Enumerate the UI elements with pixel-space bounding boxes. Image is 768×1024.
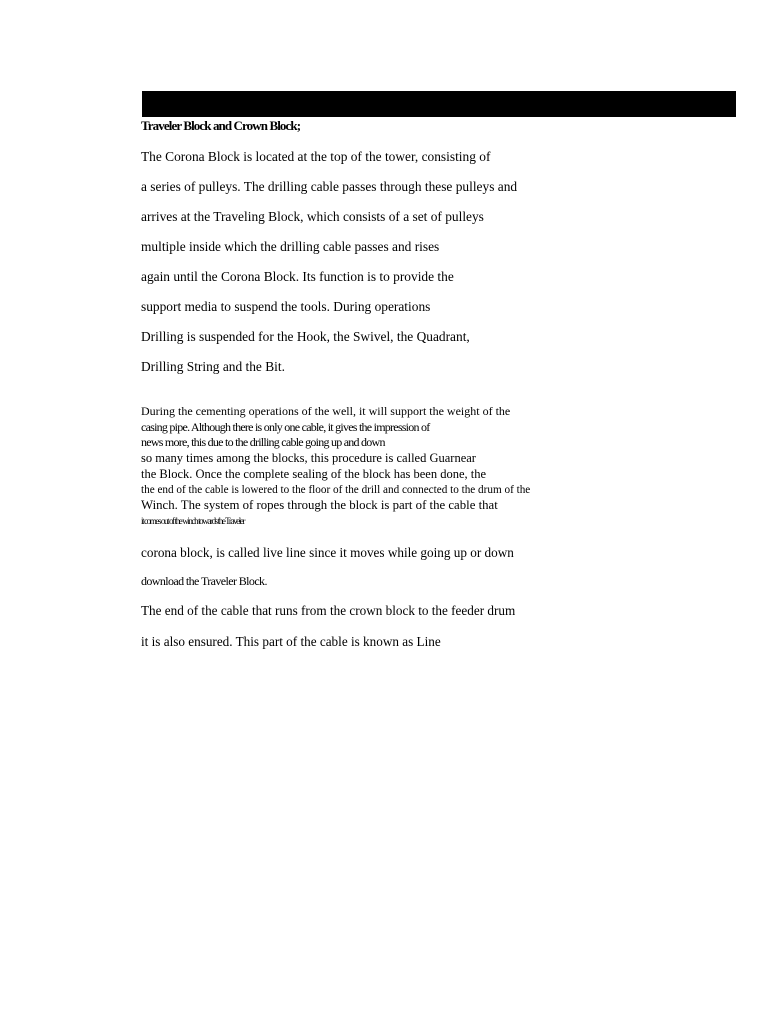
paragraph-line: support media to suspend the tools. During operations (141, 299, 431, 314)
paragraph-line: During the cementing operations of the well, it will support the weight of the (141, 404, 511, 418)
paragraph-line: it comes out of the winch towards the Traveler (141, 516, 245, 526)
paragraph-line: the end of the cable is lowered to the floor of the drill and connected to the drum of the (141, 484, 531, 496)
paragraph-line: arrives at the Traveling Block, which consists of a set of pulleys (141, 209, 484, 224)
paragraph-line: the Block. Once the complete sealing of the block has been done, the (141, 467, 487, 481)
paragraph-line: Drilling is suspended for the Hook, the Swivel, the Quadrant, (141, 329, 470, 344)
paragraph-line: download the Traveler Block. (141, 574, 267, 588)
paragraph-line: a series of pulleys. The drilling cable passes through these pulleys and (141, 179, 518, 194)
paragraph-line: news more, this due to the drilling cable going up and down (141, 435, 385, 449)
paragraph-line: Drilling String and the Bit. (141, 359, 285, 374)
paragraph-line: The end of the cable that runs from the crown block to the feeder drum (141, 603, 516, 618)
paragraph-line: so many times among the blocks, this procedure is called Guarnear (141, 451, 476, 465)
paragraph-line: Winch. The system of ropes through the block is part of the cable that (141, 498, 498, 512)
paragraph-line: again until the Corona Block. Its function is to provide the (141, 269, 454, 284)
paragraph-line: The Corona Block is located at the top of the tower, consisting of (141, 149, 491, 164)
paragraph-line: multiple inside which the drilling cable passes and rises (141, 239, 440, 254)
paragraph-line: casing pipe. Although there is only one cable, it gives the impression of (141, 420, 430, 434)
paragraph-line: it is also ensured. This part of the cable is known as Line (141, 634, 441, 649)
paragraph-line: corona block, is called live line since it moves while going up or down (141, 545, 514, 560)
header-redaction-bar (142, 91, 736, 117)
section-heading: Traveler Block and Crown Block; (141, 118, 301, 133)
